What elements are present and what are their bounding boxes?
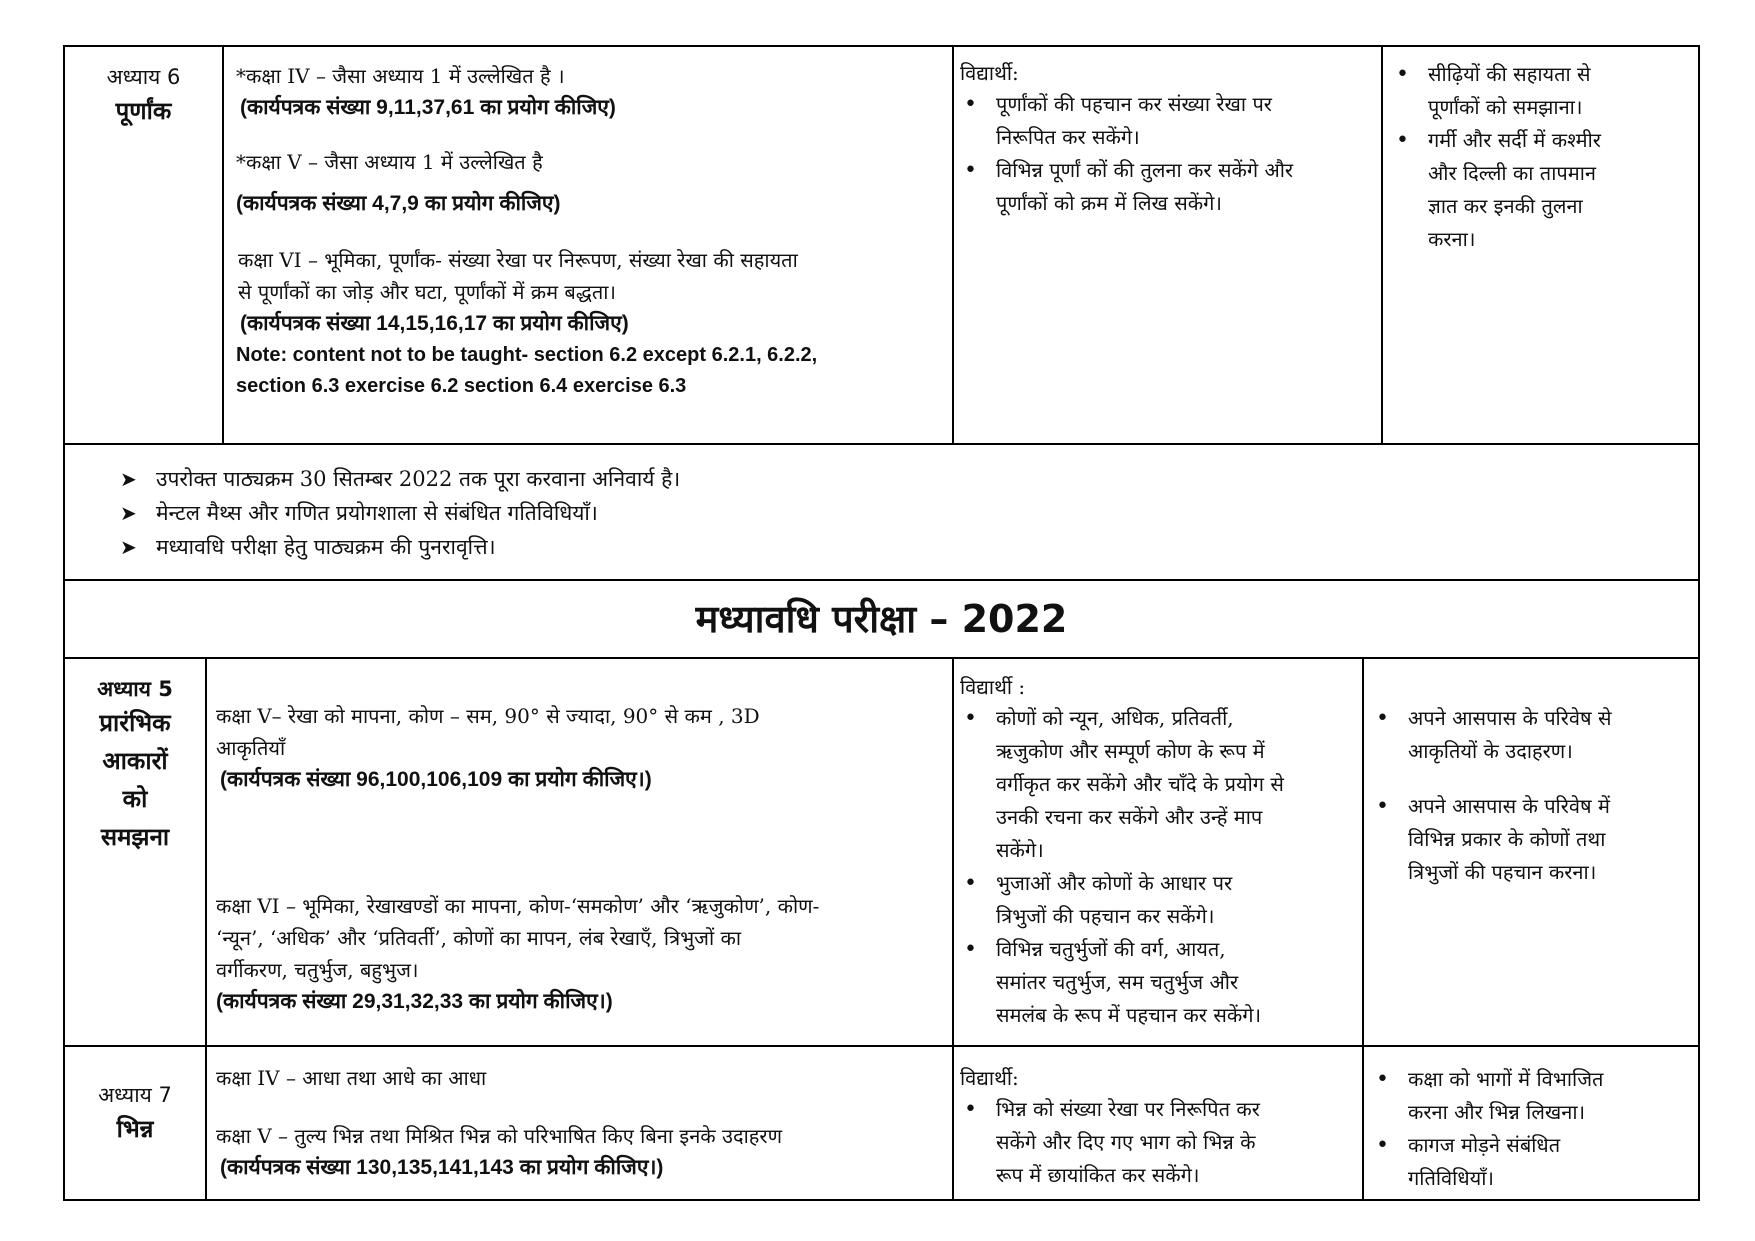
content-line: कक्षा V – तुल्य भिन्न तथा मिश्रित भिन्न को परिभाषित किए बिना इनके उदाहरण: [216, 1124, 783, 1148]
list-item: • कोणों को न्यून, अधिक, प्रतिवर्ती, ऋजुकोण और सम्पूर्ण कोण के रूप में वर्गीकृत कर सकेंगे और चाँदे के प्रयोग से उनकी रचना कर सकेंगे और उन्हें माप सकेंगे।: [960, 702, 1360, 867]
row1-outcomes-cell: [960, 58, 1380, 220]
outcome-list: [960, 702, 1360, 1032]
notes-list: [120, 462, 1620, 564]
row1-divider-1: [222, 45, 224, 445]
list-item: • भिन्न को संख्या रेखा पर निरूपित कर सकेंगे और दिए गए भाग को भिन्न के रूप में छायांकित कर सकेंगे।: [960, 1093, 1360, 1192]
border-title-bottom: [63, 657, 1700, 659]
list-item: • गर्मी और सर्दी में कश्मीर और दिल्ली का तापमान ज्ञात कर इनकी तुलना करना।: [1392, 124, 1698, 256]
row1-content-cell: [236, 60, 948, 402]
activity-list: [1372, 702, 1698, 889]
note-item: ➤ मध्यावधि परीक्षा हेतु पाठ्यक्रम की पुनरावृत्ति।: [120, 530, 1620, 564]
row23-divider-1: [205, 657, 207, 1201]
list-item: • भुजाओं और कोणों के आधार पर त्रिभुजों की पहचान कर सकेंगे।: [960, 867, 1360, 933]
chapter-title: पूर्णांक: [115, 97, 172, 125]
row3-chapter-cell: [65, 1080, 205, 1148]
chapter-number: अध्याय 5: [97, 677, 173, 701]
note-item: ➤ मेन्टल मैथ्स और गणित प्रयोगशाला से संबंधित गतिविधियाँ।: [120, 496, 1620, 530]
row1-divider-3: [1381, 45, 1383, 445]
list-item: • पूर्णांकों की पहचान कर संख्या रेखा पर निरूपित कर सकेंगे।: [960, 88, 1380, 154]
list-item: • कागज मोड़ने संबंधित गतिविधियाँ।: [1372, 1129, 1698, 1195]
content-line: कक्षा V– रेखा को मापना, कोण – सम, 90° से ज्यादा, 90° से कम , 3D: [216, 704, 760, 728]
row1-chapter-cell: [65, 62, 222, 130]
content-line: कक्षा VI – भूमिका, पूर्णांक- संख्या रेखा पर निरूपण, संख्या रेखा की सहायता: [238, 248, 798, 272]
activity-list: [1372, 1063, 1698, 1195]
worksheet-line: (कार्यपत्रक संख्या 4,7,9 का प्रयोग कीजिए): [236, 192, 561, 215]
row23-divider-2: [952, 657, 954, 1201]
border-notes-bottom: [63, 579, 1700, 581]
border-row1-bottom: [63, 443, 1700, 445]
row23-divider-3: [1362, 657, 1364, 1201]
list-item: • विभिन्न चतुर्भुजों की वर्ग, आयत, समांतर चतुर्भुज, सम चतुर्भुज और समलंब के रूप में पहचान कर सकेंगे।: [960, 933, 1360, 1032]
outcome-list: [960, 1093, 1360, 1192]
worksheet-line: (कार्यपत्रक संख्या 96,100,106,109 का प्रयोग कीजिए।): [220, 768, 652, 791]
row1-activities-cell: [1392, 58, 1698, 256]
row2-outcomes-cell: [960, 672, 1360, 1032]
content-line: कक्षा IV – आधा तथा आधे का आधा: [216, 1066, 487, 1090]
outcome-heading: विद्यार्थी :: [960, 675, 1026, 699]
row2-chapter-cell: [65, 674, 205, 856]
activity-list: [1392, 58, 1698, 256]
chapter-title-line: को: [122, 785, 148, 813]
list-item: • विभिन्न पूर्णां कों की तुलना कर सकेंगे और पूर्णांकों को क्रम में लिख सकेंगे।: [960, 154, 1380, 220]
content-line: वर्गीकरण, चतुर्भुज, बहुभुज।: [216, 958, 419, 982]
list-item: • कक्षा को भागों में विभाजित करना और भिन्न लिखना।: [1372, 1063, 1698, 1129]
content-line: आकृतियाँ: [216, 736, 286, 760]
chapter-number: अध्याय 6: [106, 65, 181, 89]
exam-title: मध्यावधि परीक्षा – 2022: [695, 597, 1068, 641]
border-row2-bottom: [63, 1045, 1700, 1047]
chapter-title-line: समझना: [100, 823, 170, 851]
content-line: से पूर्णांकों का जोड़ और घटा, पूर्णांकों में क्रम बद्धता।: [238, 280, 616, 304]
chapter-number: अध्याय 7: [98, 1083, 172, 1107]
row3-outcomes-cell: [960, 1063, 1360, 1192]
note-line: section 6.3 exercise 6.2 section 6.4 exercise 6.3: [236, 375, 687, 397]
row3-activities-cell: [1372, 1063, 1698, 1195]
outcome-list: [960, 88, 1380, 220]
worksheet-line: (कार्यपत्रक संख्या 130,135,141,143 का प्रयोग कीजिए।): [220, 1156, 664, 1179]
row2-content-cell: [216, 700, 950, 1018]
row1-divider-2: [952, 45, 954, 445]
worksheet-line: (कार्यपत्रक संख्या 29,31,32,33 का प्रयोग कीजिए।): [216, 990, 613, 1013]
list-item: • अपने आसपास के परिवेष में विभिन्न प्रकार के कोणों तथा त्रिभुजों की पहचान करना।: [1372, 790, 1698, 889]
border-right: [1698, 45, 1700, 1201]
note-line: Note: content not to be taught- section 6.2 except 6.2.1, 6.2.2,: [236, 344, 818, 366]
row3-content-cell: [216, 1062, 950, 1184]
note-item: ➤ उपरोक्त पाठ्यक्रम 30 सितम्बर 2022 तक पूरा करवाना अनिवार्य है।: [120, 462, 1620, 496]
content-line: *कक्षा V – जैसा अध्याय 1 में उल्लेखित है: [236, 150, 543, 174]
list-item: • अपने आसपास के परिवेष से आकृतियों के उदाहरण।: [1372, 702, 1698, 768]
chapter-title-line: आकारों: [102, 747, 168, 775]
content-line: ‘न्यून’, ‘अधिक’ और ‘प्रतिवर्ती’, कोणों का मापन, लंब रेखाएँ, त्रिभुजों का: [216, 926, 742, 950]
content-line: *कक्षा IV – जैसा अध्याय 1 में उल्लेखित है ।: [236, 64, 565, 88]
row2-activities-cell: [1372, 702, 1698, 889]
border-bottom: [63, 1199, 1700, 1201]
content-line: कक्षा VI – भूमिका, रेखाखण्डों का मापना, कोण-‘समकोण’ और ‘ऋजुकोण’, कोण-: [216, 894, 820, 918]
worksheet-line: (कार्यपत्रक संख्या 9,11,37,61 का प्रयोग कीजिए): [240, 96, 616, 119]
chapter-title-line: प्रारंभिक: [99, 709, 171, 737]
list-item: • सीढ़ियों की सहायता से पूर्णांकों को समझाना।: [1392, 58, 1698, 124]
border-top: [63, 45, 1700, 47]
worksheet-line: (कार्यपत्रक संख्या 14,15,16,17 का प्रयोग कीजिए): [240, 312, 629, 335]
outcome-heading: विद्यार्थी:: [960, 61, 1019, 85]
outcome-heading: विद्यार्थी:: [960, 1066, 1019, 1090]
chapter-title: भिन्न: [116, 1115, 154, 1143]
notes-cell: [120, 462, 1620, 564]
